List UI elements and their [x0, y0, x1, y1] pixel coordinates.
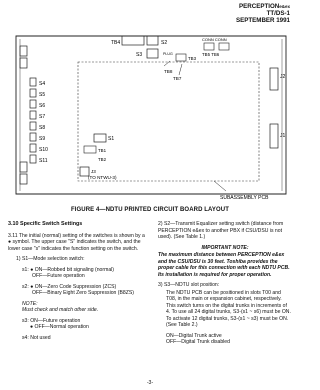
s1-off: OFF—Future operation [32, 273, 85, 279]
switch-label-s6: S6 [39, 103, 46, 109]
left-column [8, 221, 148, 345]
tb4-block [122, 36, 144, 45]
label-s1: S1 [108, 136, 115, 142]
note-label: NOTE: [22, 300, 38, 307]
label-subassembly: SUBASSEMBLY PCB [220, 195, 269, 201]
label-tb1: TB1 [98, 148, 107, 153]
header-date: SEPTEMBER 1991 [236, 17, 290, 25]
j2-connector [270, 68, 278, 90]
important-note-label: IMPORTANT NOTE: [201, 244, 249, 251]
s4-line: s4: Not used [22, 334, 51, 341]
header-title: PERCEPTION [239, 3, 280, 10]
tb1-connector [84, 146, 96, 153]
s3-switch [147, 49, 158, 58]
subassembly-outline [78, 62, 259, 181]
important-note-text: The maximum distance between PERCEPTION e&ex and the CSU/DSU is 30 feet. Toshiba provides the proper cable for this connection with each NDTU PCB. Its installation is required for proper operation. [158, 252, 290, 278]
switch-label-s5: S5 [39, 92, 46, 98]
s2-on: s2: ● ON—Zero Code Suppression (ZCS) [22, 283, 117, 290]
switch-label-s11: S11 [39, 158, 48, 164]
switch-label-s9: S9 [39, 136, 46, 142]
off-inactive: OFF—Digital Trunk disabled [166, 339, 230, 345]
switch-label-s7: S7 [39, 114, 46, 120]
note-text: Must check and match other side. [22, 307, 99, 313]
tb6-connector [219, 43, 229, 50]
item-2-s2: 2) S2—Transmit Equalizer setting switch (distance from PERCEPTION e&ex to another PBX if CSU/DSU is not used). (See Table 1.) [158, 221, 284, 240]
paragraph-3-11: 3.11 The initial (normal) setting of the switches is shown by a ● symbol. The upper case "S" indicates the switch, and the lower case "s" indicates the function setting on the switch. [8, 232, 145, 252]
tb5-connector [204, 43, 214, 50]
on-active: ON—Digital Trunk active [166, 332, 222, 339]
s1-on: s1: ● ON—Robbed bit signaling (normal) [22, 266, 114, 273]
s1-title: 1) S1—Mode selection switch: [16, 256, 85, 262]
section-heading: 3.10 Specific Switch Settings [8, 221, 83, 227]
label-j2: J2 [280, 74, 286, 80]
header-title-sub: e&ex [279, 4, 290, 9]
j1-connector [270, 124, 278, 148]
label-tb5-tb6: TB5 TB6 [202, 52, 220, 57]
label-tb7: TB7 [173, 76, 182, 81]
label-j3: J3 [91, 169, 96, 174]
s2-off: OFF—Binary Eight Zero Suppression (B8ZS) [32, 290, 134, 296]
page-number: -3- [146, 380, 154, 386]
s2-switch [147, 36, 158, 45]
switch-label-s10: S10 [39, 147, 48, 153]
item-3-title: 3) S3—NDTU slot position: [158, 282, 220, 288]
label-s2: S2 [161, 40, 168, 46]
switch-column [30, 78, 36, 163]
left-edge-connector [20, 46, 27, 184]
s1-switch [94, 134, 106, 142]
label-tb3: TB3 [188, 56, 197, 61]
label-tb4: TB4 [111, 40, 121, 46]
item-3-text: The NDTU PCB can be positioned in slots T00 and T08, in the main or expansion cabinet, respectively. This switch turns on the digital trunks in increments of 4. To use all 24 digital trunks, S3-(s1 ~ s6) must be ON. To activate 12 digital trunks, S3-(s1 ~ s3) must be ON. (See Table 2.) [166, 289, 291, 328]
label-conn: CONN CONN [202, 37, 227, 42]
right-column [158, 221, 292, 350]
switch-label-s4: S4 [39, 81, 46, 87]
label-tb8: TB8 [164, 69, 173, 74]
page-header [236, 3, 290, 25]
header-doc-number: TT/DS-1 [266, 10, 290, 18]
label-s3-plug: PLUG [163, 52, 173, 56]
pcb-layout-figure [14, 34, 288, 202]
label-j1: J1 [280, 133, 286, 139]
label-to-ntwu: (TO NTWU-3) [88, 175, 117, 180]
label-tb2: TB2 [98, 157, 107, 162]
figure-caption: FIGURE 4—NDTU PRINTED CIRCUIT BOARD LAYOUT [71, 207, 229, 213]
s3-on: s3: ON—Future operation [22, 317, 81, 324]
label-s3: S3 [136, 52, 143, 58]
board-outline [16, 36, 286, 194]
tb3-connector [176, 54, 186, 61]
subassembly-leader [214, 181, 226, 191]
s3-off: ● OFF—Normal operation [30, 324, 89, 330]
switch-label-s8: S8 [39, 125, 46, 131]
